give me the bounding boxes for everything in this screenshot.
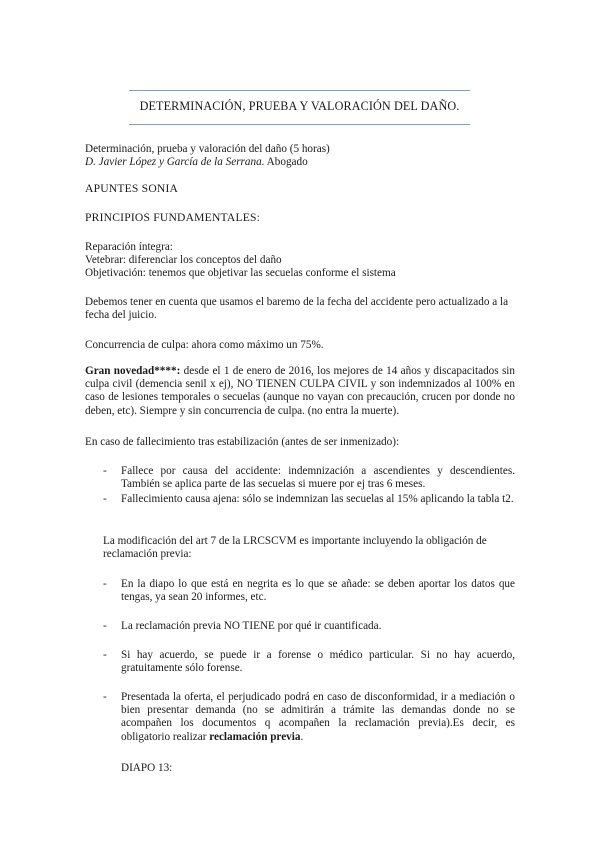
modificacion-item: Si hay acuerdo, se puede ir a forense o médico particular. Si no hay acuerdo, gratuitamente sólo forense. — [121, 649, 515, 675]
paragraph-modificacion: La modificación del art 7 de la LRCSCVM es importante incluyendo la obligación de reclamación previa: — [103, 535, 487, 561]
novedad-label: Gran novedad****: — [85, 365, 181, 377]
principio-item: Reparación íntegra: — [85, 241, 173, 253]
list-dash: - — [103, 620, 107, 632]
last-item-bold: reclamación previa — [209, 730, 301, 743]
title-bottom-rule — [129, 124, 470, 125]
author-role: Abogado — [264, 156, 308, 169]
principio-item: Vetebrar: diferenciar los conceptos del daño — [85, 254, 282, 267]
novedad-text: desde el 1 de enero de 2016, los mejores de 14 años y discapacitados sin culpa civil (demencia senil x ej), NO TIENEN CULPA CIVIL y son indemnizados al 100% en caso de lesiones temporales o secuelas (aunque no vayan con precaución, crucen por donde no deben, etc). Siempre y sin concurrencia de culpa. (no entra la muerte). — [85, 365, 516, 417]
heading-principios: PRINCIPIOS FUNDAMENTALES: — [85, 211, 261, 224]
author-name: D. Javier López y García de la Serrana. — [85, 156, 265, 169]
modificacion-item: La reclamación previa NO TIENE por qué ir cuantificada. — [121, 620, 382, 632]
list-dash: - — [103, 465, 107, 477]
fallecimiento-item: Fallece por causa del accidente: indemnización a ascendientes y descendientes. También se aplica parte de las secuelas si muere por ej tras 6 meses. — [121, 465, 515, 491]
document-subtitle — [85, 143, 515, 169]
last-item-end: . — [300, 730, 304, 743]
list-dash: - — [103, 691, 107, 703]
list-dash: - — [103, 493, 107, 505]
paragraph-novedad — [85, 365, 515, 418]
modificacion-item — [121, 691, 515, 744]
diapo-heading: DIAPO 13: — [121, 762, 173, 774]
heading-apuntes: APUNTES SONIA — [85, 182, 179, 195]
principios-list — [85, 241, 515, 281]
fallecimiento-item: Fallecimiento causa ajena: sólo se indemnizan las secuelas al 15% aplicando la tabla t2. — [121, 493, 514, 505]
last-item-text: Presentada la oferta, el perjudicado podrá en caso de disconformidad, ir a mediación o bien presentar demanda (no se admitirán a trámite las demandas donde no se acompañen los documentos q acompañen la reclamación previa).Es decir, es obligatorio realizar — [121, 691, 515, 743]
principio-item: Objetivación: tenemos que objetivar las secuelas conforme el sistema — [85, 267, 396, 280]
paragraph-fallecimiento: En caso de fallecimiento tras estabilización (antes de ser inmenizado): — [85, 436, 400, 448]
paragraph-baremo: Debemos tener en cuenta que usamos el baremo de la fecha del accidente pero actualizado a la fecha del juicio. — [85, 296, 509, 322]
course-line: Determinación, prueba y valoración del daño (5 horas) — [85, 143, 330, 155]
document-title: DETERMINACIÓN, PRUEBA Y VALORACIÓN DEL DAÑO. — [139, 99, 460, 113]
title-top-rule — [129, 90, 470, 91]
list-dash: - — [103, 649, 107, 661]
author-line — [85, 156, 515, 169]
paragraph-culpa: Concurrencia de culpa: ahora como máximo un 75%. — [85, 339, 324, 351]
list-dash: - — [103, 578, 107, 590]
modificacion-item: En la diapo lo que está en negrita es lo que se añade: se deben aportar los datos que tengas, ya sean 20 informes, etc. — [121, 578, 515, 604]
